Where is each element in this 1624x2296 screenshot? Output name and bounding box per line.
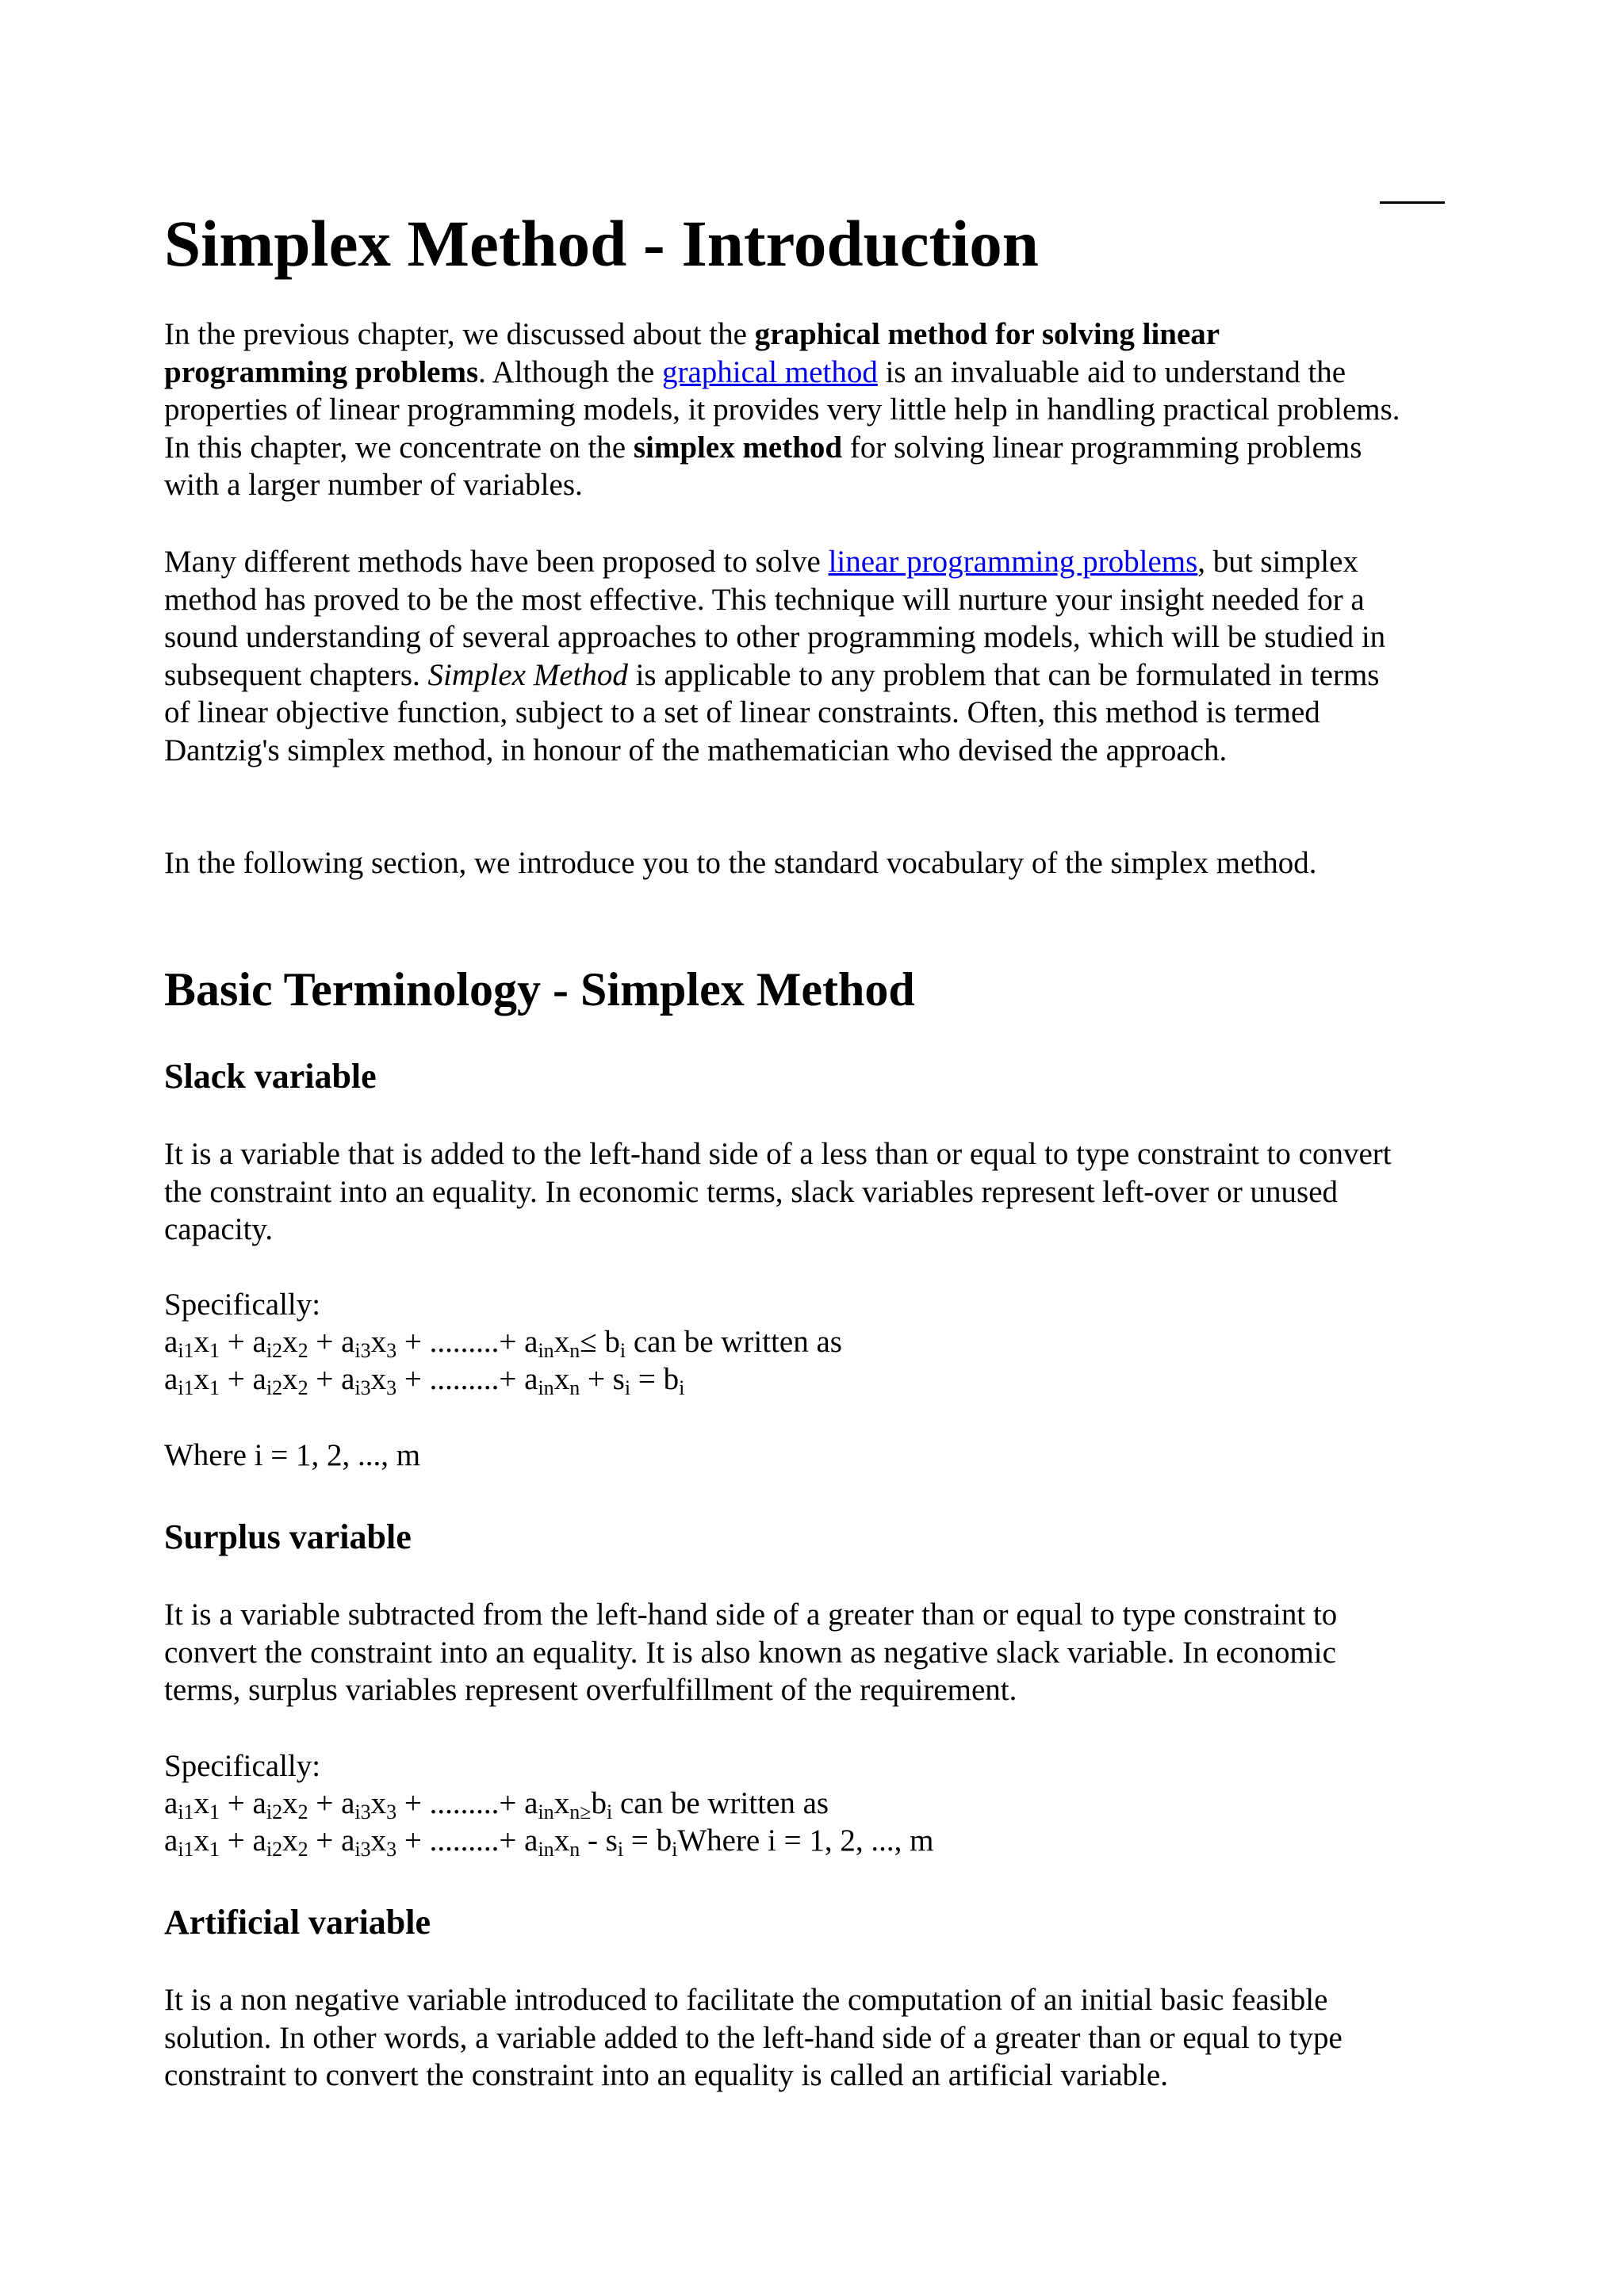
text-run: , but simplex method has proved to be the most effective. This technique will nurture your insight needed for a sound understanding of several approaches to other programming models, which will be studied in subsequent chapters. — [164, 545, 1386, 692]
text-run: is applicable to any problem that can be formulated in terms of linear objective function, subject to a set of linear constraints. Often, this method is termed Dantzig's simplex method, in honour of the mathematician who devised the approach. — [164, 657, 1380, 767]
artificial-variable-heading: Artificial variable — [164, 1903, 431, 1942]
bold-term: graphical method for solving linear programming problems — [164, 317, 1220, 389]
surplus-variable-heading: Surplus variable — [164, 1517, 412, 1556]
slack-inequality: $a_{i1}x_1 + a_{i2}x_2 + a_{i3}x_3$ + .........+ $a_{in}x_n\le b_i$ can be written as — [164, 1325, 842, 1362]
surplus-variable-definition: It is a variable subtracted from the left-hand side of a greater than or equal to type constraint to convert the constraint into an equality. It is also known as negative slack variable. In economic terms, surplus variables represent overfulfillment of the requirement. — [164, 1598, 1338, 1707]
intro-paragraph-1 — [164, 316, 1401, 504]
text-run: is an invaluable aid to understand the properties of linear programming models, it provides very little help in handling practical problems. In this chapter, we concentrate on the — [164, 354, 1400, 465]
text-run: . Although the — [478, 354, 662, 389]
graphical-method-link[interactable]: graphical method — [662, 354, 878, 389]
slack-equality: $a_{i1}x_1 + a_{i2}x_2 + a_{i3}x_3$ + .........+ $a_{in}x_n + s_i = b_i$ — [164, 1362, 685, 1399]
text-run: can be written as — [612, 1786, 829, 1820]
text-run: Where i = 1, 2, ..., m — [677, 1823, 934, 1858]
surplus-specifically-label: Specifically: — [164, 1749, 321, 1783]
surplus-inequality: $a_{i1}x_1 + a_{i2}x_2 + a_{i3}x_3$ + .........+ $a_{in}x_{n\ge}b_i$ can be written as — [164, 1786, 829, 1823]
slack-variable-heading: Slack variable — [164, 1057, 377, 1096]
artificial-variable-definition: It is a non negative variable introduced to facilitate the computation of an initial basic feasible solution. In other words, a variable added to the left-hand side of a greater than or equal to type constraint to convert the constraint into an equality is called an artificial variable. — [164, 1983, 1342, 2092]
slack-variable-definition: It is a variable that is added to the left-hand side of a less than or equal to type constraint to convert the constraint into an equality. In economic terms, slack variables represent left-over or unused capacity. — [164, 1137, 1392, 1246]
corner-rule — [1380, 201, 1445, 204]
text-run: can be written as — [626, 1325, 842, 1359]
section-heading: Basic Terminology - Simplex Method — [164, 963, 915, 1016]
bold-term: simplex method — [633, 430, 843, 465]
intro-paragraph-3: In the following section, we introduce you to the standard vocabulary of the simplex method. — [164, 846, 1317, 880]
text-run: for solving linear programming problems with a larger number of variables. — [164, 430, 1362, 502]
intro-paragraph-2 — [164, 543, 1401, 769]
page-title: Simplex Method - Introduction — [164, 207, 1039, 280]
surplus-equality: $a_{i1}x_1 + a_{i2}x_2 + a_{i3}x_3$ + .........+ $a_{in}x_n - s_i$ = $b_iWhere$ i = 1, 2, ..., m — [164, 1823, 934, 1861]
text-run: In the previous chapter, we discussed about the — [164, 317, 755, 351]
slack-index-range: Where i = 1, 2, ..., m — [164, 1438, 421, 1472]
linear-programming-problems-link[interactable]: linear programming problems — [828, 545, 1198, 579]
slack-specifically-label: Specifically: — [164, 1288, 321, 1322]
text-run: Many different methods have been proposed to solve — [164, 545, 829, 579]
italic-term: Simplex Method — [427, 657, 628, 692]
